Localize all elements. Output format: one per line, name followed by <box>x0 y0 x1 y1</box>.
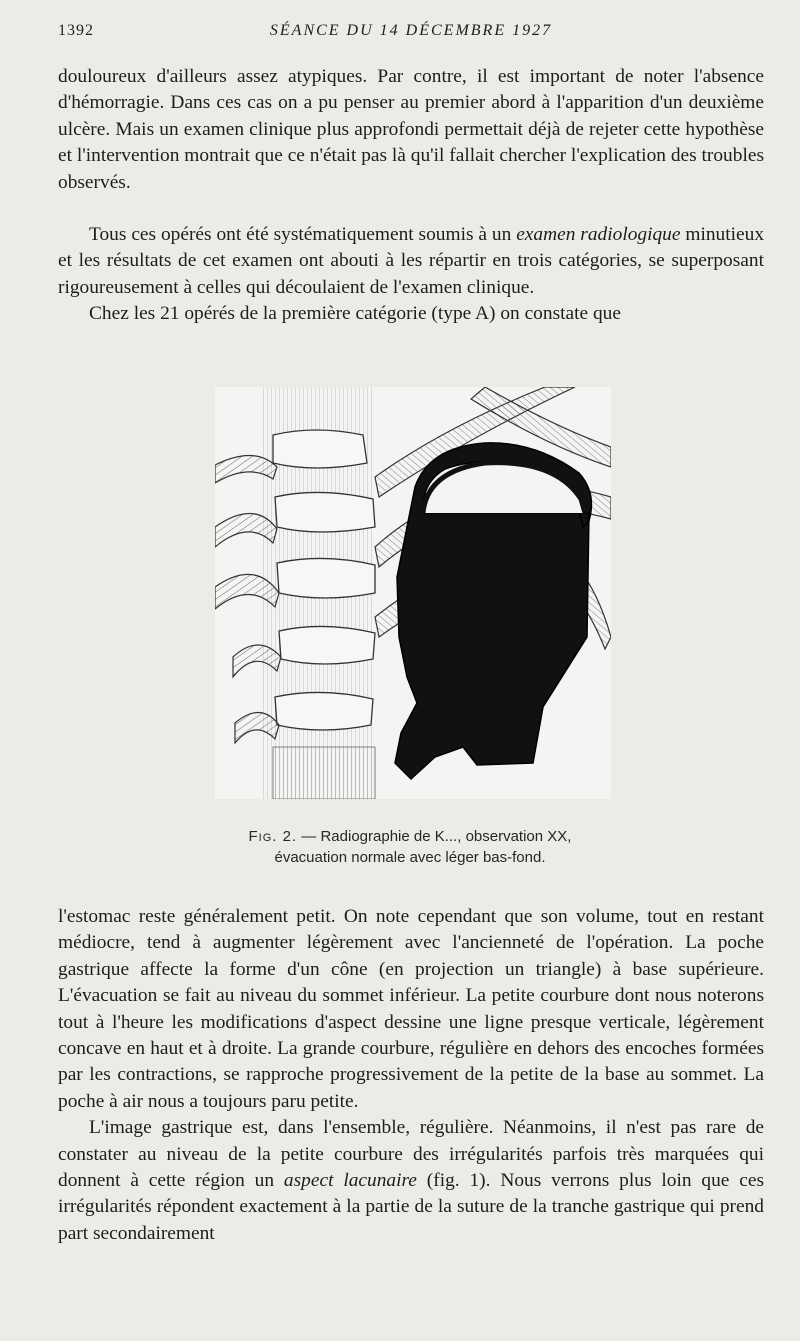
paragraph-5-text-end: (fig. 1). Nous verrons plus loin que ces irrégularités répondent exactement à la partie de la suture de la tranche gastrique qui prend part secondairement <box>58 1170 765 1244</box>
caption-line-2: évacuation normale avec léger bas-fond. <box>274 849 546 866</box>
radiograph-drawing <box>215 387 611 799</box>
paragraph-5-italic: aspect lacunaire <box>283 1170 417 1192</box>
paragraph-1: douloureux d'ailleurs assez atypiques. Par contre, il est important de noter l'absence d'hémorragie. Dans ces cas on a pu penser au premier abord à l'apparition d'un deuxième ulcère. Mais un examen clinique plus approfondi permettait déjà de rejeter cette hypothèse et l'intervention montrait que ce n'était pas là qu'il fallait chercher l'explication des troubles observés. <box>58 66 764 193</box>
paragraph-4: l'estomac reste généralement petit. On note cependant que son volume, tout en restant médiocre, tend à augmenter légèrement avec l'ancienneté de l'opération. La poche gastrique affecte la forme d'un cône (en projection un triangle) à base supérieure. L'évacuation se fait au niveau du sommet inférieur. La petite courbure dont nous noterons tout à l'heure les modifications d'aspect dessine une ligne presque verticale, légèrement concave en haut et à droite. La grande courbure, régulière en dehors des encoches formées par les contractions, se rapproche progressivement de la petite de la base au sommet. La poche à air nous a toujours paru petite. <box>58 906 764 1112</box>
running-title: SÉANCE DU 14 DÉCEMBRE 1927 <box>269 22 553 39</box>
paragraph-3: Chez les 21 opérés de la première catégorie (type A) on constate que <box>89 303 621 325</box>
figure-caption <box>100 826 720 868</box>
running-head <box>58 22 764 46</box>
radiograph-lines <box>215 387 611 799</box>
paragraph-2-text: Tous ces opérés ont été systématiquement soumis à un <box>89 224 517 246</box>
paragraph-5-text: L'image gastrique est, dans l'ensemble, régulière. Néanmoins, il n'est pas rare de constater au niveau de la petite courbure des irrégularités parfois très marquées qui donnent à cette région un <box>58 1117 764 1192</box>
text-block-top <box>58 64 764 328</box>
paragraph-2 <box>58 222 764 301</box>
radiograph-figure <box>215 387 611 799</box>
caption-line-1 <box>100 826 720 847</box>
paragraph-2-italic: examen radiologique <box>516 224 681 246</box>
text-block-bottom <box>58 904 764 1247</box>
paragraph-2-text-end: minutieux et les résultats de cet examen ont abouti à les répartir en trois catégories, se superposant rigoureusement à celles qui découlaient de l'examen clinique. <box>58 224 765 298</box>
caption-text-1: — Radiographie de K..., observation XX, <box>297 828 572 845</box>
page-number: 1392 <box>58 22 94 39</box>
paragraph-5 <box>58 1115 764 1247</box>
figure-label: Fig. 2. <box>248 828 298 845</box>
